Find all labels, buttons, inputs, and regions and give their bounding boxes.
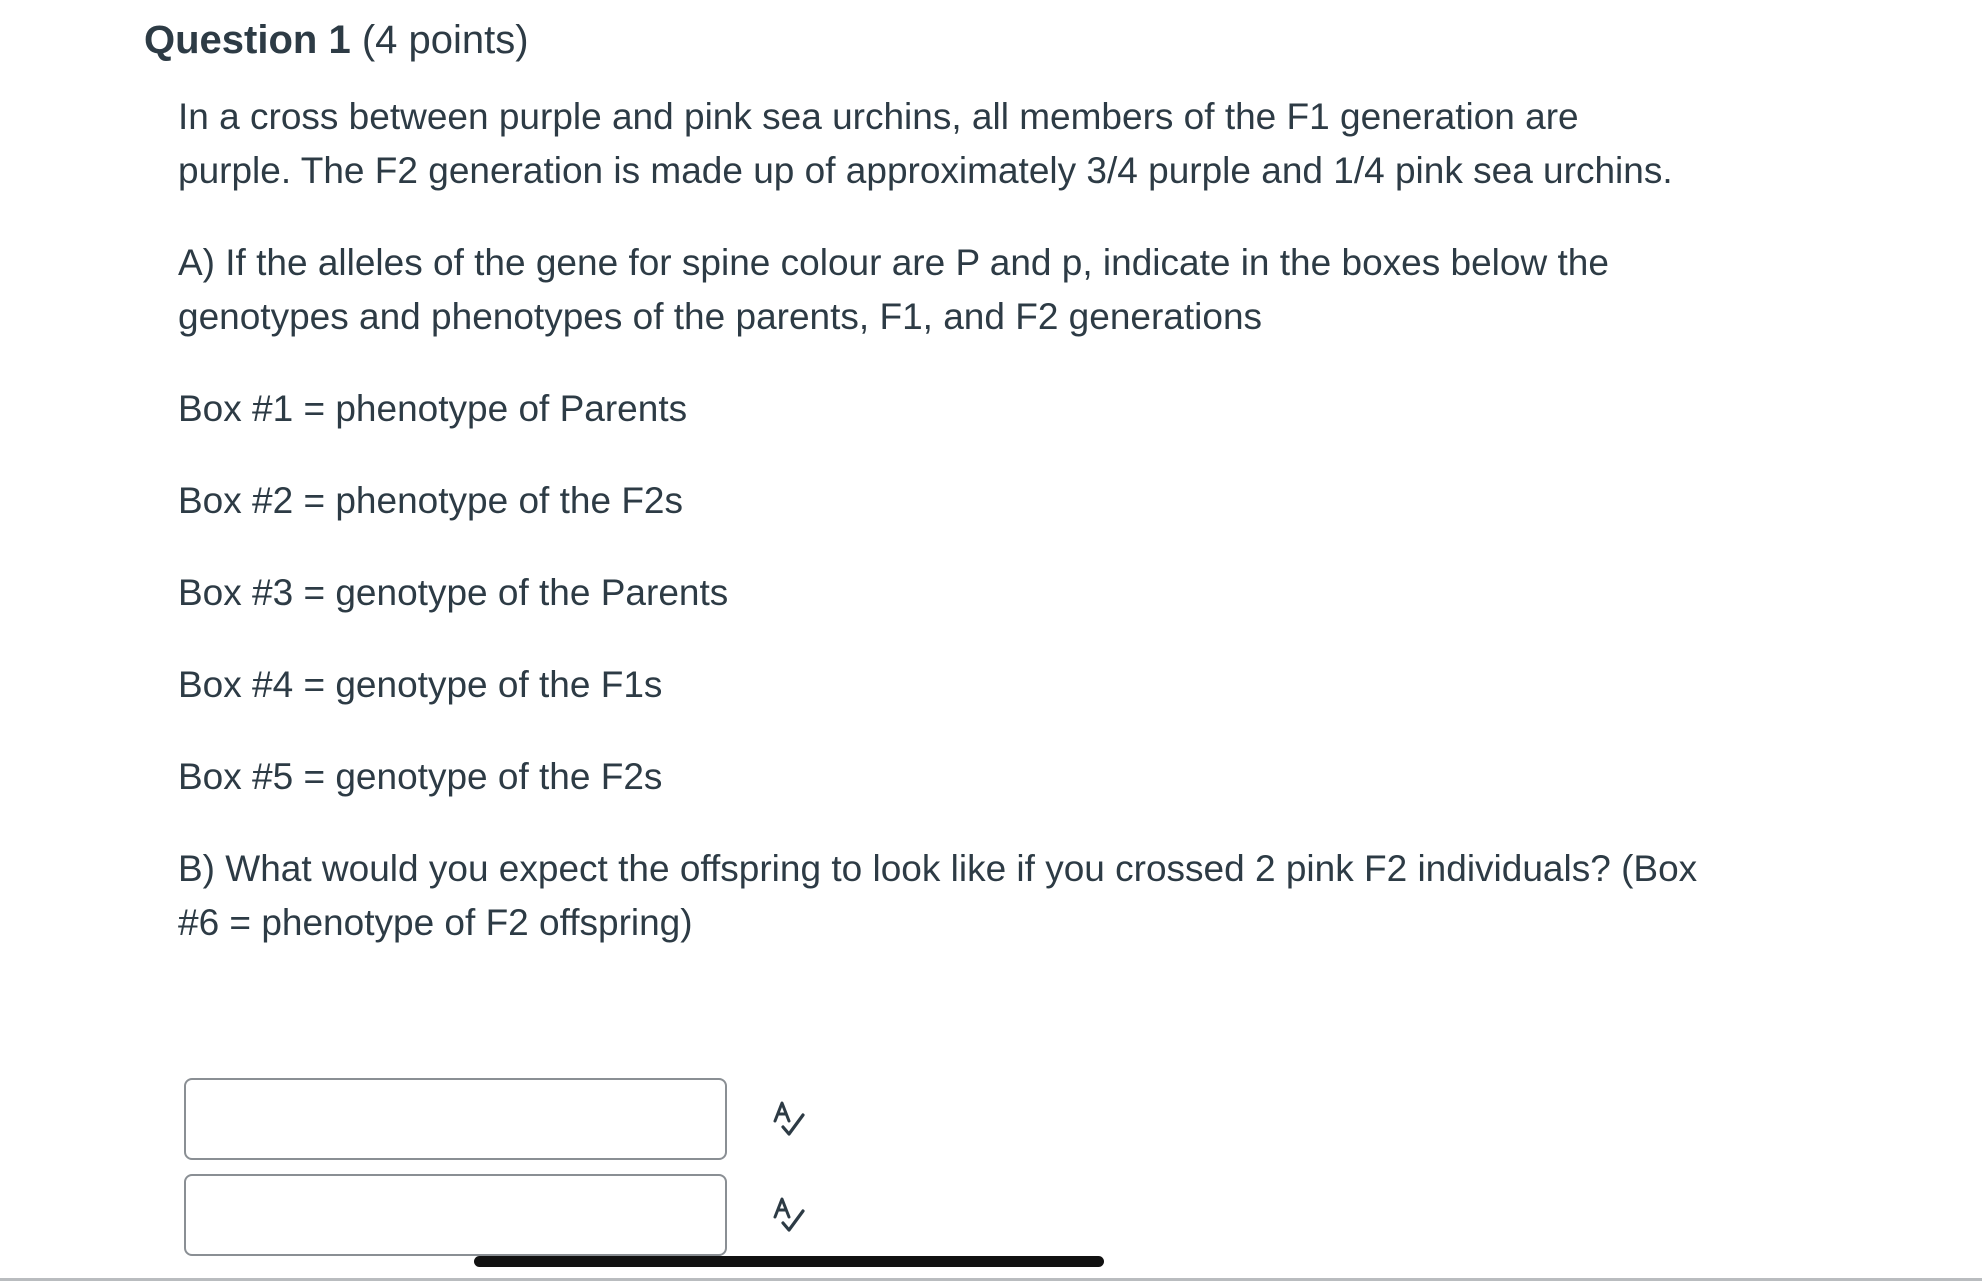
box-definition-2: Box #2 = phenotype of the F2s: [178, 480, 683, 521]
question-title: Question 1: [144, 18, 351, 62]
box-definition-1: Box #1 = phenotype of Parents: [178, 388, 688, 429]
question-points: (4 points): [361, 18, 529, 62]
spellcheck-icon[interactable]: [767, 1097, 811, 1141]
answer-row-2: [184, 1174, 811, 1256]
answer-input-1[interactable]: [184, 1078, 727, 1160]
box-definition-4: Box #4 = genotype of the F1s: [178, 664, 663, 705]
box-definition-5: Box #5 = genotype of the F2s: [178, 756, 663, 797]
question-part-b: B) What would you expect the offspring to look like if you crossed 2 pink F2 individuals? (Box #6 = phenotype of F2 offspring): [178, 848, 1698, 943]
home-indicator-bar[interactable]: [474, 1256, 1104, 1267]
question-part-a: A) If the alleles of the gene for spine colour are P and p, indicate in the boxes below the genotypes and phenotypes of the parents, F1, and F2 generations: [178, 242, 1609, 337]
answer-row-1: [184, 1078, 811, 1160]
spellcheck-icon[interactable]: [767, 1193, 811, 1237]
question-header: [144, 14, 529, 66]
question-intro: In a cross between purple and pink sea urchins, all members of the F1 generation are purple. The F2 generation is made up of approximately 3/4 purple and 1/4 pink sea urchins.: [178, 96, 1673, 191]
answer-input-2[interactable]: [184, 1174, 727, 1256]
box-definition-3: Box #3 = genotype of the Parents: [178, 572, 729, 613]
question-body: [178, 90, 1698, 950]
